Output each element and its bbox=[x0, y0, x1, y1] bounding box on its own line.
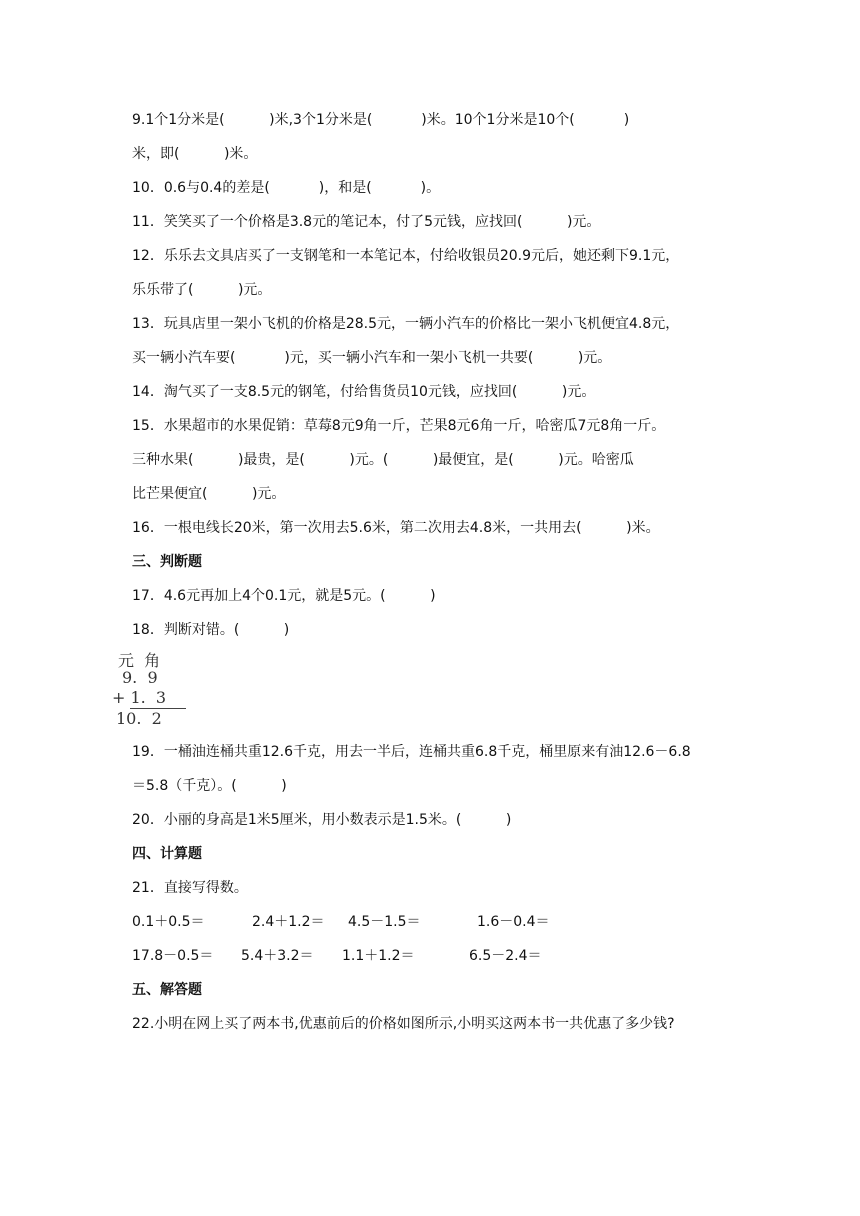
calc-item: 6.5－2.4＝ bbox=[469, 948, 542, 964]
vertical-header: 元 角 bbox=[118, 651, 161, 670]
q15-line3: 比芒果便宜( )元。 bbox=[132, 486, 286, 502]
vertical-row1: 9. 9 bbox=[122, 668, 158, 687]
q22: 22.小明在网上买了两本书,优惠前后的价格如图所示,小明买这两本书一共优惠了多少钱? bbox=[132, 1016, 675, 1032]
calc-item: 0.1＋0.5＝ bbox=[132, 914, 205, 930]
q18: 18．判断对错。( ) bbox=[132, 622, 290, 638]
vertical-result: 10. 2 bbox=[116, 709, 162, 728]
calc-item: 4.5－1.5＝ bbox=[348, 914, 421, 930]
q14: 14．淘气买了一支8.5元的钢笔，付给售货员10元钱，应找回( )元。 bbox=[132, 384, 596, 400]
vertical-row2: + 1. 3 bbox=[112, 688, 167, 707]
q19-line1: 19．一桶油连桶共重12.6千克，用去一半后，连桶共重6.8千克，桶里原来有油12.6－6.8 bbox=[132, 744, 691, 760]
q15-line2: 三种水果( )最贵，是( )元。( )最便宜，是( )元。哈密瓜 bbox=[132, 452, 634, 468]
q15-line1: 15．水果超市的水果促销：草莓8元9角一斤，芒果8元6角一斤，哈密瓜7元8角一斤。 bbox=[132, 418, 666, 434]
q11: 11．笑笑买了一个价格是3.8元的笔记本，付了5元钱，应找回( )元。 bbox=[132, 214, 601, 230]
q13-line2: 买一辆小汽车要( )元，买一辆小汽车和一架小飞机一共要( )元。 bbox=[132, 350, 612, 366]
calc-item: 17.8－0.5＝ bbox=[132, 948, 214, 964]
q17: 17．4.6元再加上4个0.1元，就是5元。( ) bbox=[132, 588, 436, 604]
section-judgement-heading: 三、判断题 bbox=[132, 554, 202, 570]
calc-item: 5.4＋3.2＝ bbox=[241, 948, 314, 964]
q16: 16．一根电线长20米，第一次用去5.6米，第二次用去4.8米，一共用去( )米。 bbox=[132, 520, 660, 536]
q9-line2: 米，即( )米。 bbox=[132, 146, 258, 162]
q21: 21．直接写得数。 bbox=[132, 880, 248, 896]
vertical-addition-figure bbox=[112, 648, 202, 728]
calc-item: 2.4＋1.2＝ bbox=[252, 914, 325, 930]
q20: 20．小丽的身高是1米5厘米，用小数表示是1.5米。( ) bbox=[132, 812, 512, 828]
q12-line2: 乐乐带了( )元。 bbox=[132, 282, 272, 298]
q12-line1: 12．乐乐去文具店买了一支钢笔和一本笔记本，付给收银员20.9元后，她还剩下9.1元， bbox=[132, 248, 680, 264]
q9-line1: 9.1个1分米是( )米,3个1分米是( )米。10个1分米是10个( ) bbox=[132, 112, 630, 128]
section-solve-heading: 五、解答题 bbox=[132, 982, 202, 998]
calc-item: 1.1＋1.2＝ bbox=[342, 948, 415, 964]
q19-line2: ＝5.8（千克）。( ) bbox=[132, 778, 287, 794]
calc-item: 1.6－0.4＝ bbox=[477, 914, 550, 930]
q10: 10．0.6与0.4的差是( )，和是( )。 bbox=[132, 180, 441, 196]
q13-line1: 13．玩具店里一架小飞机的价格是28.5元，一辆小汽车的价格比一架小飞机便宜4.8元， bbox=[132, 316, 680, 332]
section-calc-heading: 四、计算题 bbox=[132, 846, 202, 862]
